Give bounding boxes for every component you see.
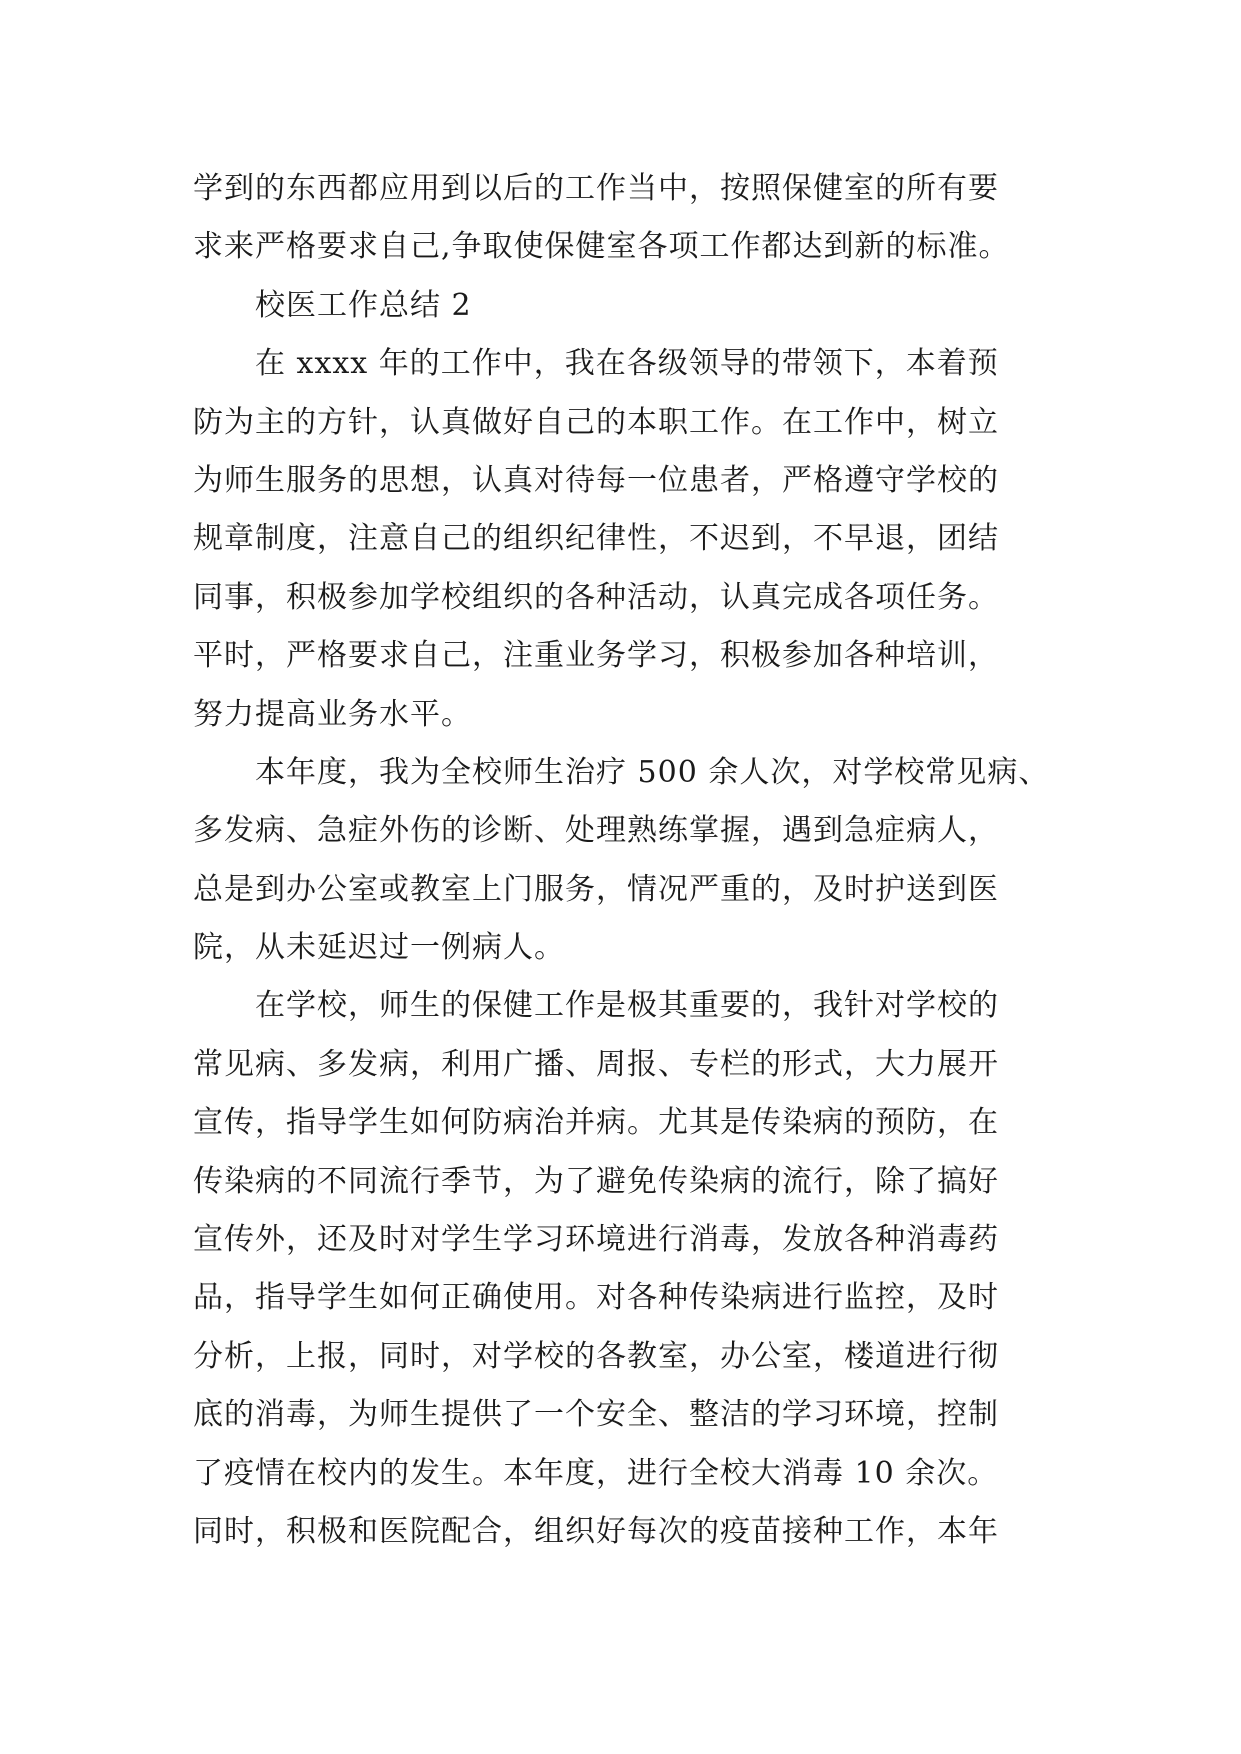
text-line: 同时，积极和医院配合，组织好每次的疫苗接种工作，本年	[193, 1513, 999, 1549]
text-line: 学到的东西都应用到以后的工作当中，按照保健室的所有要	[193, 171, 999, 206]
text-line: 为师生服务的思想，认真对待每一位患者，严格遵守学校的	[193, 462, 999, 498]
text-line: 分析，上报，同时，对学校的各教室，办公室，楼道进行彻	[193, 1338, 999, 1374]
section-heading: 校医工作总结 2	[255, 287, 472, 323]
text-line: 常见病、多发病，利用广播、周报、专栏的形式，大力展开	[193, 1046, 999, 1082]
text-line: 总是到办公室或教室上门服务，情况严重的，及时护送到医	[193, 871, 999, 907]
text-line: 努力提高业务水平。	[193, 696, 472, 732]
text-line: 在学校，师生的保健工作是极其重要的，我针对学校的	[255, 988, 999, 1024]
text-line: 底的消毒，为师生提供了一个安全、整洁的学习环境，控制	[193, 1397, 999, 1433]
text-line: 品，指导学生如何正确使用。对各种传染病进行监控，及时	[193, 1280, 999, 1316]
text-line: 在 xxxx 年的工作中，我在各级领导的带领下，本着预	[255, 346, 999, 382]
document-body	[193, 160, 1073, 1561]
text-line: 多发病、急症外伤的诊断、处理熟练掌握，遇到急症病人，	[193, 813, 999, 849]
text-line: 宣传外，还及时对学生学习环境进行消毒，发放各种消毒药	[193, 1222, 999, 1258]
text-line: 院，从未延迟过一例病人。	[193, 930, 565, 966]
text-line: 同事，积极参加学校组织的各种活动，认真完成各项任务。	[193, 579, 999, 615]
text-line: 传染病的不同流行季节，为了避免传染病的流行，除了搞好	[193, 1163, 999, 1199]
text-line: 规章制度，注意自己的组织纪律性，不迟到，不早退，团结	[193, 521, 999, 557]
text-line: 平时，严格要求自己，注重业务学习，积极参加各种培训，	[193, 638, 999, 674]
text-line: 求来严格要求自己,争取使保健室各项工作都达到新的标准。	[193, 229, 1010, 265]
text-line: 宣传，指导学生如何防病治并病。尤其是传染病的预防，在	[193, 1105, 999, 1141]
text-line: 了疫情在校内的发生。本年度，进行全校大消毒 10 余次。	[193, 1455, 999, 1491]
text-line: 防为主的方针，认真做好自己的本职工作。在工作中，树立	[193, 404, 999, 440]
text-line: 本年度，我为全校师生治疗 500 余人次，对学校常见病、	[255, 754, 1050, 790]
